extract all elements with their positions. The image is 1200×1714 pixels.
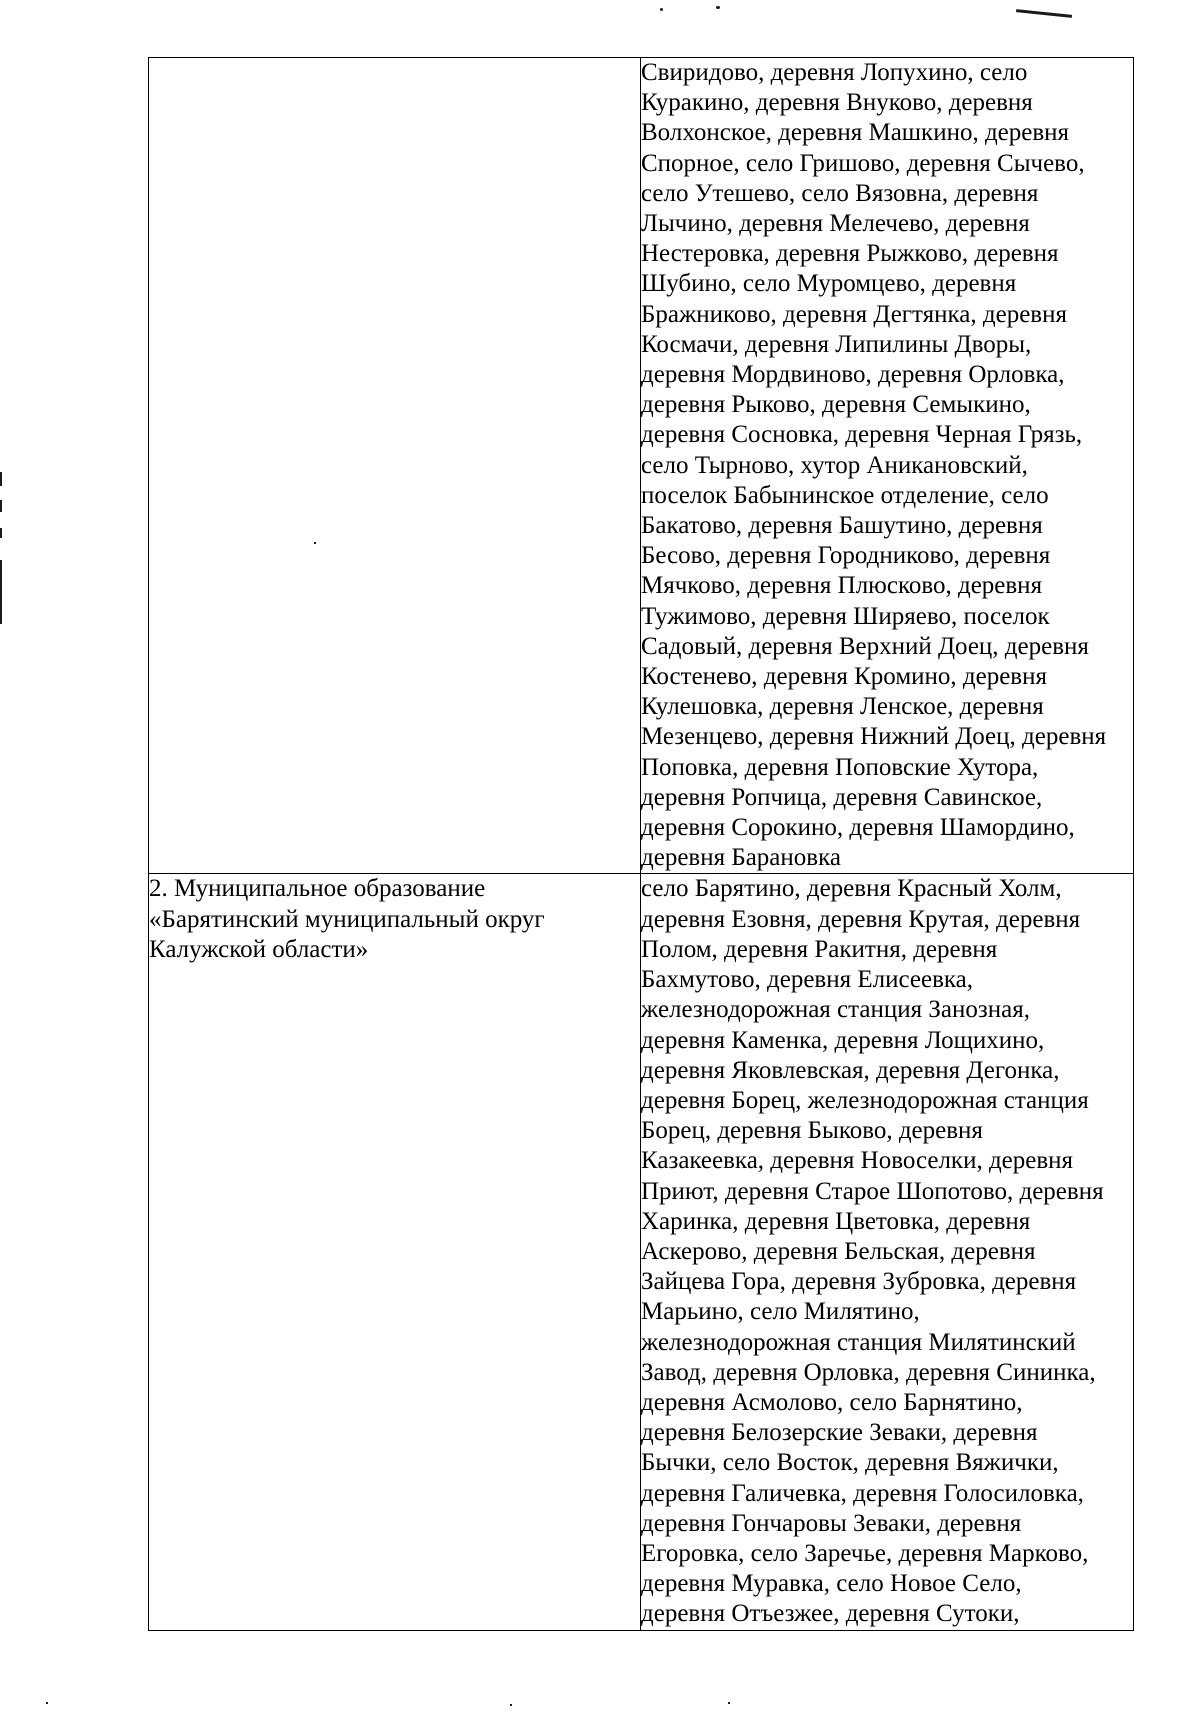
cell-text-line: Приют, деревня Старое Шопотово, деревня [641, 1177, 1104, 1205]
cell-text-line: Аскерово, деревня Бельская, деревня [641, 1237, 1036, 1265]
municipality-name-cell [149, 58, 641, 874]
scan-artifact [0, 560, 2, 624]
cell-text-line: село Барятино, деревня Красный Холм, [641, 875, 1062, 903]
scan-artifact [46, 1702, 48, 1704]
cell-text-line: Калужской области» [149, 935, 369, 963]
cell-text-line: Шубино, село Муромцево, деревня [641, 270, 1017, 298]
municipality-name-cell [149, 874, 641, 1630]
cell-text-line: Волхонское, деревня Машкино, деревня [641, 119, 1070, 147]
scan-artifact [660, 8, 663, 11]
cell-text-line: Куракино, деревня Внуково, деревня [641, 89, 1033, 117]
scan-artifact [510, 1704, 512, 1706]
cell-text-line: Нестеровка, деревня Рыжково, деревня [641, 240, 1059, 268]
cell-text-line: деревня Белозерские Зеваки, деревня [641, 1419, 1038, 1447]
cell-text-line: Харинка, деревня Цветовка, деревня [641, 1207, 1031, 1235]
cell-text-line: деревня Сорокино, деревня Шамордино, [641, 814, 1075, 842]
cell-text-line: Костенево, деревня Кромино, деревня [641, 663, 1047, 691]
scan-artifact [716, 6, 720, 9]
settlements-list-cell [641, 874, 1134, 1630]
municipal-table [148, 57, 1134, 1631]
cell-text-line: деревня Гончаровы Зеваки, деревня [641, 1509, 1022, 1537]
cell-text-line: село Утешево, село Вязовна, деревня [641, 179, 1039, 207]
cell-text-line: Полом, деревня Ракитня, деревня [641, 935, 998, 963]
cell-text-line: деревня Ропчица, деревня Савинское, [641, 783, 1043, 811]
cell-text-line: Космачи, деревня Липилины Дворы, [641, 330, 1032, 358]
cell-text-line: Кулешовка, деревня Ленское, деревня [641, 693, 1044, 721]
cell-text-line: деревня Яковлевская, деревня Дегонка, [641, 1056, 1060, 1084]
table-row [149, 874, 1134, 1630]
cell-text-line: деревня Галичевка, деревня Голосиловка, [641, 1479, 1084, 1507]
cell-text-line: Борец, деревня Быково, деревня [641, 1117, 983, 1145]
cell-text-line: деревня Сосновка, деревня Черная Грязь, [641, 421, 1083, 449]
scan-artifact [728, 1702, 730, 1704]
cell-text-line: 2. Муниципальное образование [149, 875, 486, 903]
cell-text-line: Егоровка, село Заречье, деревня Марково, [641, 1539, 1089, 1567]
cell-text-line: Марьино, село Милятино, [641, 1298, 920, 1326]
cell-text-line: деревня Муравка, село Новое Село, [641, 1570, 1022, 1598]
cell-text-line: Спорное, село Гришово, деревня Сычево, [641, 149, 1085, 177]
cell-text-line: Поповка, деревня Поповские Хутора, [641, 753, 1039, 781]
settlements-list-cell [641, 58, 1134, 874]
cell-text-line: железнодорожная станция Занозная, [641, 996, 1030, 1024]
table-row [149, 58, 1134, 874]
scan-artifact [0, 472, 2, 486]
scan-artifact [1016, 9, 1072, 18]
cell-text-line: «Барятинский муниципальный округ [149, 905, 545, 933]
cell-text-line: Бражниково, деревня Дегтянка, деревня [641, 300, 1067, 328]
cell-text-line: Мячково, деревня Плюсково, деревня [641, 572, 1043, 600]
cell-text-line: Зайцева Гора, деревня Зубровка, деревня [641, 1268, 1077, 1296]
cell-text-line: Лычино, деревня Мелечево, деревня [641, 210, 1030, 238]
cell-text-line: деревня Отъезжее, деревня Сутоки, [641, 1600, 1020, 1628]
cell-text-line: деревня Барановка [641, 844, 841, 872]
cell-text-line: деревня Каменка, деревня Лощихино, [641, 1026, 1045, 1054]
cell-text-line: Свиридово, деревня Лопухино, село [641, 59, 1028, 86]
cell-text-line: Завод, деревня Орловка, деревня Сининка, [641, 1358, 1096, 1386]
cell-text-line: деревня Мордвиново, деревня Орловка, [641, 361, 1065, 389]
cell-text-line: железнодорожная станция Милятинский [641, 1328, 1076, 1356]
cell-text-line: Бычки, село Восток, деревня Вяжички, [641, 1449, 1059, 1477]
cell-text-line: Садовый, деревня Верхний Доец, деревня [641, 632, 1089, 660]
cell-text-line: Бесово, деревня Городниково, деревня [641, 542, 1051, 570]
cell-text-line: деревня Борец, железнодорожная станция [641, 1086, 1089, 1114]
cell-text-line: деревня Рыково, деревня Семыкино, [641, 391, 1031, 419]
cell-text-line: деревня Асмолово, село Барнятино, [641, 1388, 1023, 1416]
cell-text-line: Бакатово, деревня Башутино, деревня [641, 512, 1043, 540]
cell-text-line: поселок Бабынинское отделение, село [641, 481, 1049, 509]
cell-text-line: Казакеевка, деревня Новоселки, деревня [641, 1147, 1074, 1175]
scan-artifact [0, 528, 2, 538]
cell-text-line: Мезенцево, деревня Нижний Доец, деревня [641, 723, 1107, 751]
cell-text-line: Тужимово, деревня Ширяево, поселок [641, 602, 1050, 630]
scan-artifact [0, 500, 2, 512]
cell-text-line: Бахмутово, деревня Елисеевка, [641, 966, 973, 994]
cell-text-line: село Тырново, хутор Аникановский, [641, 451, 1028, 479]
cell-text-line: деревня Езовня, деревня Крутая, деревня [641, 905, 1081, 933]
